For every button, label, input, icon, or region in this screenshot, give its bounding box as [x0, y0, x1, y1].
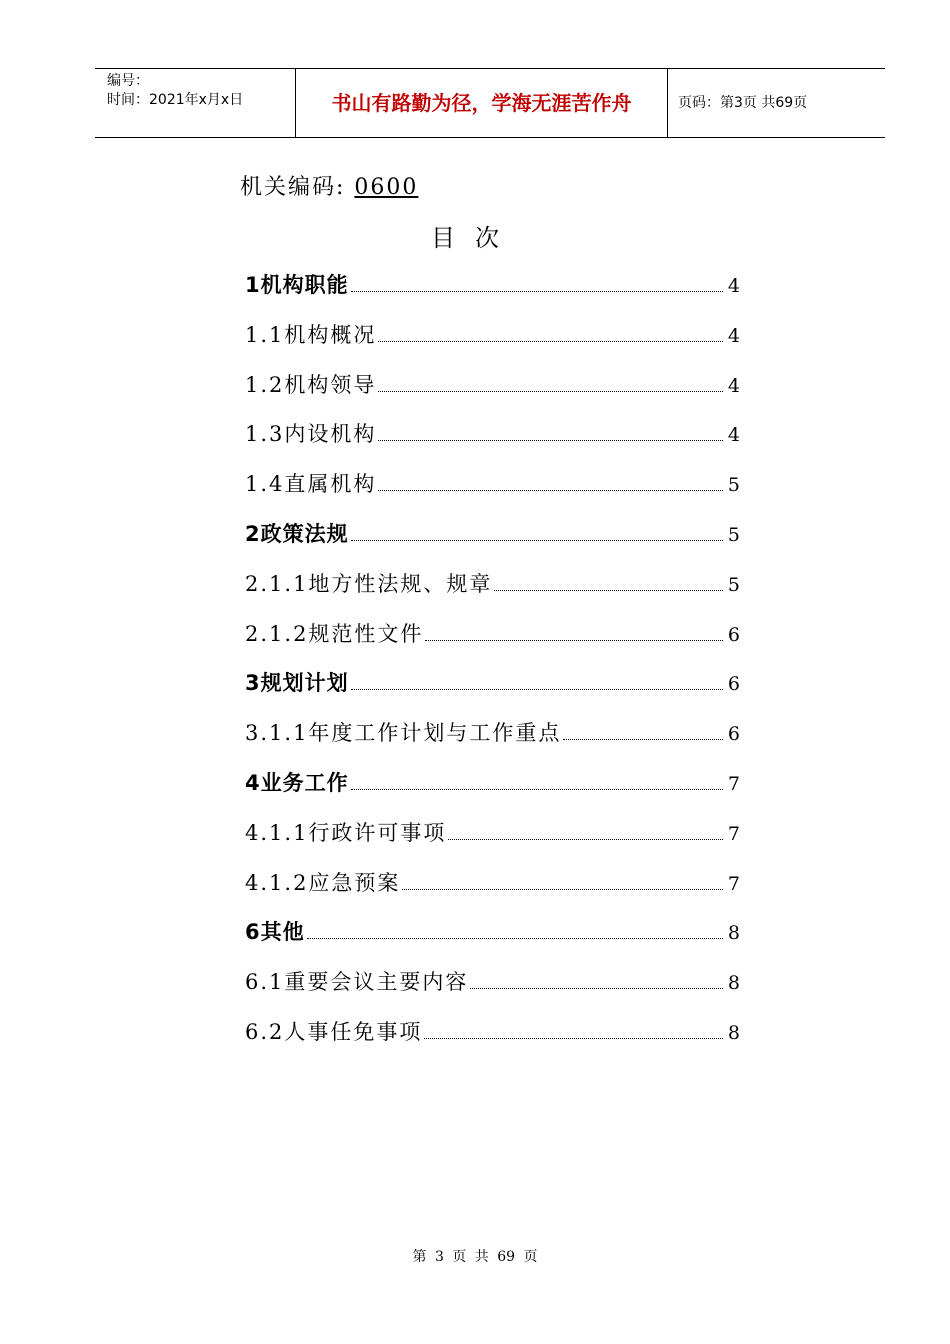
toc-entry-page: 5 [727, 474, 740, 497]
table-of-contents [245, 270, 740, 1067]
toc-leader [351, 788, 723, 790]
toc-leader [424, 1037, 723, 1039]
toc-entry-title: 4.1.1行政许可事项 [245, 820, 447, 845]
toc-leader [448, 838, 723, 840]
toc-entry-title: 1.1机构概况 [245, 322, 377, 347]
toc-entry-page: 5 [727, 573, 740, 596]
toc-entry-title: 6其他 [245, 920, 305, 945]
toc-entry-page: 7 [727, 772, 740, 795]
toc-entry[interactable] [245, 270, 740, 320]
toc-leader [307, 937, 723, 939]
header-page-info: 页码：第3页 共69页 [678, 95, 808, 111]
toc-title: 目次 [431, 224, 519, 252]
toc-entry-page: 5 [727, 523, 740, 546]
toc-entry-page: 4 [727, 424, 740, 447]
toc-entry-page: 7 [727, 822, 740, 845]
toc-entry-title: 1.3内设机构 [245, 422, 377, 447]
toc-entry-title: 1.4直属机构 [245, 472, 377, 497]
toc-entry[interactable] [245, 320, 740, 370]
toc-entry[interactable] [245, 370, 740, 420]
toc-entry-page: 8 [727, 972, 740, 995]
toc-entry-title: 6.2人事任免事项 [245, 1019, 423, 1044]
toc-entry-title: 2.1.1地方性法规、规章 [245, 571, 493, 596]
toc-leader [378, 489, 723, 491]
agency-code [240, 170, 418, 201]
toc-leader [425, 639, 723, 641]
number-label: 编号： [107, 73, 149, 89]
toc-entry[interactable] [245, 519, 740, 569]
agency-code-label: 机关编码: [240, 175, 346, 200]
toc-entry-page: 8 [727, 922, 740, 945]
toc-leader [563, 738, 723, 740]
toc-entry[interactable] [245, 718, 740, 768]
toc-entry-title: 2政策法规 [245, 521, 349, 546]
toc-entry-page: 6 [727, 723, 740, 746]
toc-entry[interactable] [245, 917, 740, 967]
header-motto: 书山有路勤为径，学海无涯苦作舟 [296, 69, 668, 137]
toc-entry[interactable] [245, 967, 740, 1017]
page-header [95, 68, 885, 138]
toc-entry[interactable] [245, 668, 740, 718]
toc-entry-title: 4业务工作 [245, 770, 349, 795]
toc-entry[interactable] [245, 619, 740, 669]
toc-entry[interactable] [245, 868, 740, 918]
toc-leader [470, 987, 723, 989]
toc-entry-title: 1机构职能 [245, 273, 349, 297]
toc-leader [402, 888, 723, 890]
page-footer: 第 3 页 共 69 页 [412, 1249, 538, 1265]
toc-leader [351, 688, 723, 690]
toc-entry[interactable] [245, 569, 740, 619]
toc-leader [351, 539, 723, 541]
header-meta-cell [95, 69, 296, 137]
toc-entry[interactable] [245, 419, 740, 469]
agency-code-value: 0600 [354, 175, 419, 200]
toc-entry-page: 7 [727, 872, 740, 895]
toc-entry-page: 6 [727, 673, 740, 696]
toc-entry[interactable] [245, 768, 740, 818]
toc-leader [378, 340, 723, 342]
toc-entry-page: 4 [727, 275, 740, 297]
toc-entry[interactable] [245, 818, 740, 868]
toc-entry-title: 3.1.1年度工作计划与工作重点 [245, 721, 562, 746]
toc-entry-title: 6.1重要会议主要内容 [245, 970, 469, 995]
toc-leader [378, 390, 723, 392]
toc-entry-page: 8 [727, 1021, 740, 1044]
toc-entry-page: 4 [727, 324, 740, 347]
toc-entry-page: 4 [727, 374, 740, 397]
toc-leader [494, 589, 723, 591]
toc-entry-title: 1.2机构领导 [245, 372, 377, 397]
toc-entry[interactable] [245, 469, 740, 519]
time-label: 时间：2021年x月x日 [107, 92, 244, 108]
toc-leader [378, 439, 723, 441]
toc-leader [351, 290, 723, 292]
toc-entry-page: 6 [727, 623, 740, 646]
toc-entry-title: 3规划计划 [245, 671, 349, 696]
toc-entry[interactable] [245, 1017, 740, 1067]
toc-entry-title: 2.1.2规范性文件 [245, 621, 424, 646]
toc-entry-title: 4.1.2应急预案 [245, 870, 401, 895]
